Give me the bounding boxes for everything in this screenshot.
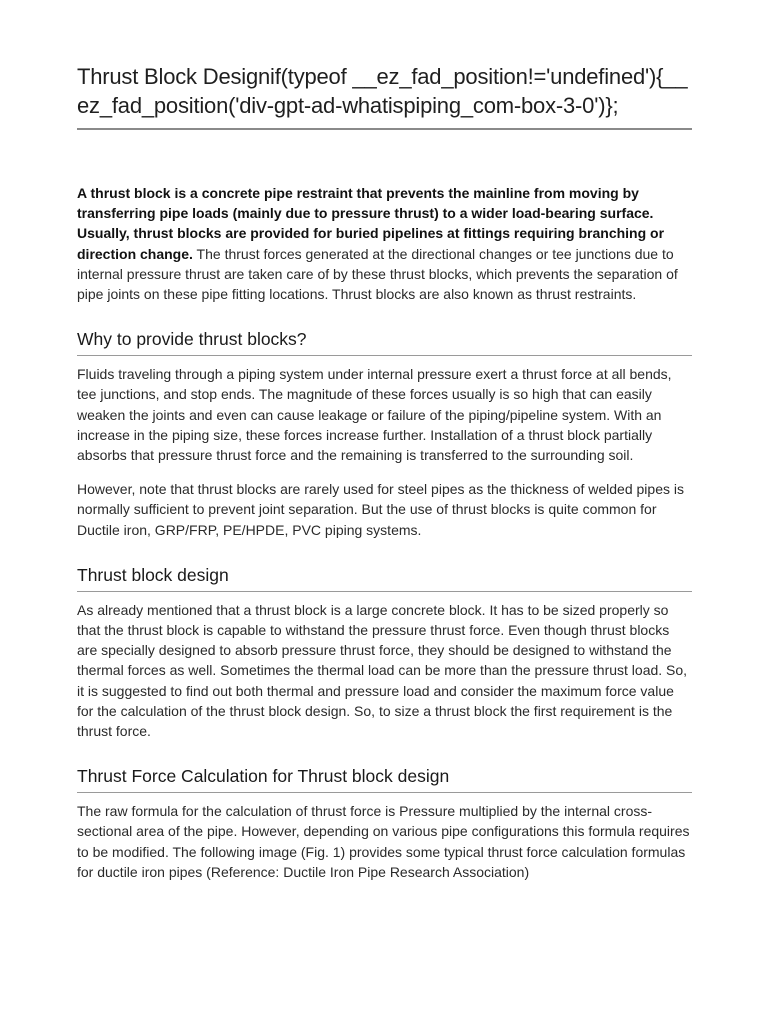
intro-regular-text: The thrust forces generated at the directional changes or tee junctions due to internal pressure thrust are taken care of by these thrust blocks, which prevents the separation of pipe joints on these pipe fitting locations. Thrust blocks are also known as thrust restraints. [77, 245, 678, 303]
section-paragraph: As already mentioned that a thrust block is a large concrete block. It has to be sized properly so that the thrust block is capable to withstand the pressure thrust force. Even though thrust blocks are specially designed to absorb pressure thrust force, they should be designed to withstand the thermal forces as well. Sometimes the thermal load can be more than the pressure thrust load. So, it is suggested to find out both thermal and pressure load and consider the maximum force value for the calculation of the thrust block design. So, to size a thrust block the first requirement is the thrust force. [77, 601, 688, 740]
section-paragraph: However, note that thrust blocks are rarely used for steel pipes as the thickness of welded pipes is normally sufficient to prevent joint separation. But the use of thrust blocks is quite common for Ductile iron, GRP/FRP, PE/HPDE, PVC piping systems. [77, 481, 684, 538]
document-page [77, 62, 692, 882]
section-paragraph: Fluids traveling through a piping system under internal pressure exert a thrust force at all bends, tee junctions, and stop ends. The magnitude of these forces usually is so high that can easily weaken the joints and even can cause leakage or failure of the piping/pipeline system. With an increase in the piping size, these forces increase further. Installation of a thrust block partially absorbs that pressure thrust force and the remaining is transferred to the surrounding soil. [77, 366, 672, 464]
section-paragraph: The raw formula for the calculation of thrust force is Pressure multiplied by the internal cross-sectional area of the pipe. However, depending on various pipe configurations this formula requires to be modified. The following image (Fig. 1) provides some typical thrust force calculation formulas for ductile iron pipes (Reference: Ductile Iron Pipe Research Association) [77, 803, 690, 880]
section-thrust-block-design [77, 564, 692, 741]
section-heading: Thrust Force Calculation for Thrust block design [77, 765, 692, 793]
intro-paragraph [77, 183, 692, 304]
section-thrust-force-calculation [77, 765, 692, 882]
section-why-thrust-blocks [77, 328, 692, 540]
intro-bold-text: A thrust block is a concrete pipe restraint that prevents the mainline from moving by transferring pipe loads (mainly due to pressure thrust) to a wider load-bearing surface. Usually, thrust blocks are provided for buried pipelines at fittings requiring branching or direction change. [77, 185, 665, 262]
section-heading: Thrust block design [77, 564, 692, 592]
section-heading: Why to provide thrust blocks? [77, 328, 692, 356]
page-title: Thrust Block Designif(typeof __ez_fad_position!='undefined'){__ez_fad_position('div-gpt-ad-whatispiping_com-box-3-0')}; [77, 62, 692, 130]
